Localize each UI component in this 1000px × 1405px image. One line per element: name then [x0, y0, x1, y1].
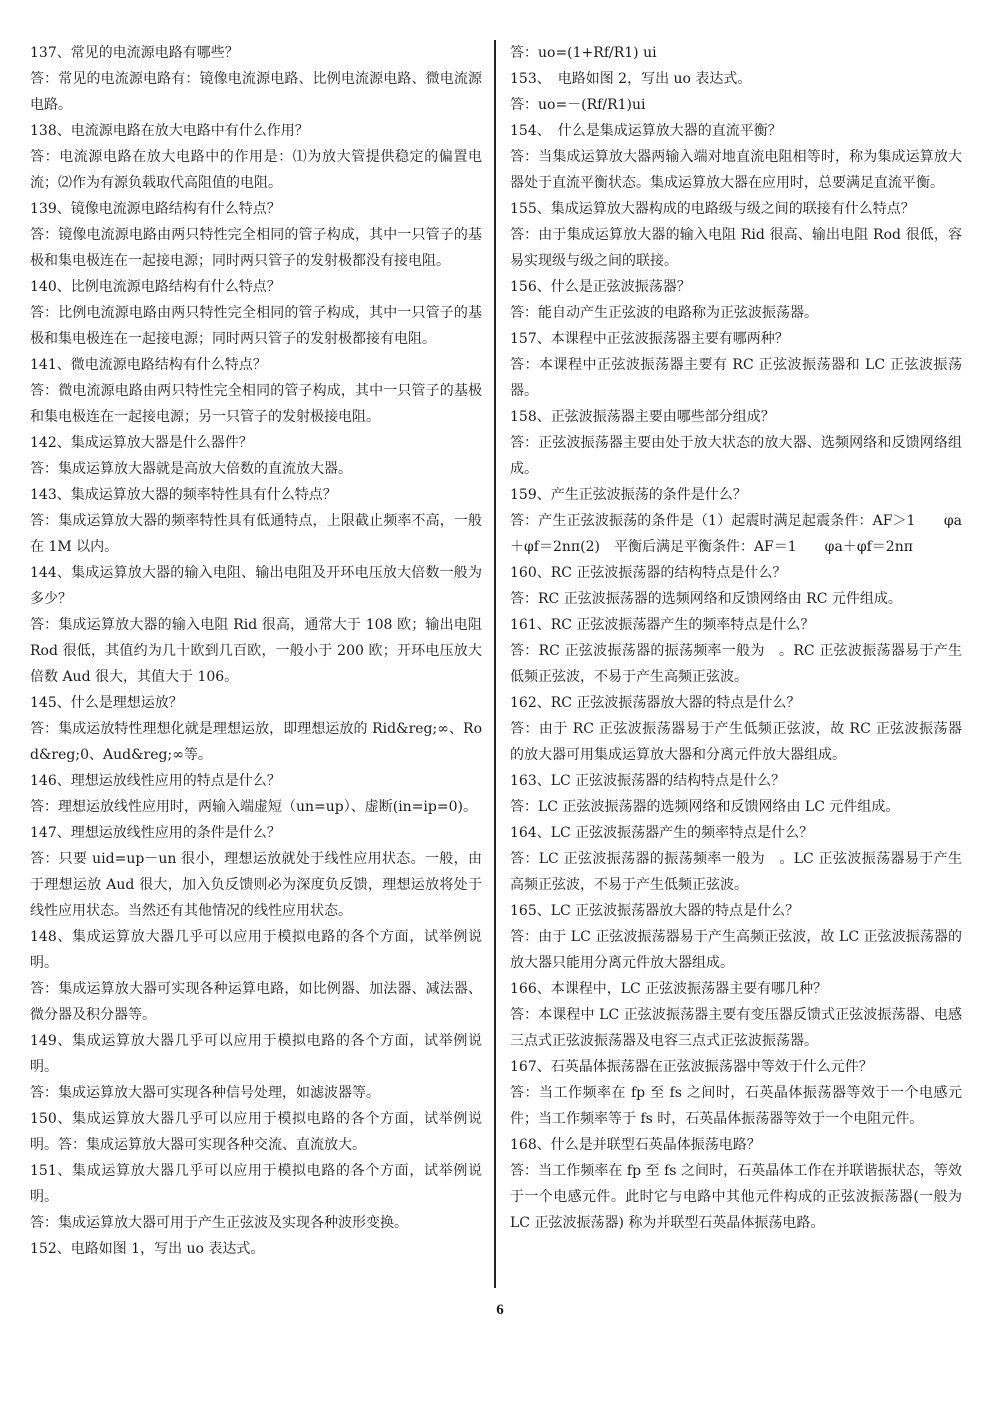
- text-line: 141、微电流源电路结构有什么特点？: [30, 357, 267, 373]
- text-line: 152、电路如图 1，写出 uo 表达式。: [30, 1241, 265, 1257]
- text-line: 答：集成运算放大器可用于产生正弦波及实现各种波形变换。: [30, 1215, 408, 1231]
- text-line: 149、集成运算放大器几乎可以应用于模拟电路的各个方面，试举例说明。: [30, 1033, 482, 1075]
- left-column: [30, 40, 482, 1262]
- column-divider: [494, 40, 496, 1288]
- text-line: 答：比例电流源电路由两只特性完全相同的管子构成，其中一只管子的基极和集电极连在一起接电源；同时两只管子的发射极都接有电阻。: [30, 305, 482, 347]
- text-line: 166、本课程中，LC 正弦波振荡器主要有哪几种？: [510, 981, 828, 997]
- text-line: 答：集成运算放大器的输入电阻 Rid 很高，通常大于 108 欧；输出电阻 Rod 很低，其值约为几十欧到几百欧，一般小于 200 欧；开环电压放大倍数 Aud 很大，其值大于 106。: [30, 617, 482, 685]
- text-line: 155、集成运算放大器构成的电路级与级之间的联接有什么特点？: [510, 201, 915, 217]
- right-column: [510, 40, 962, 1236]
- text-line: 145、什么是理想运放？: [30, 695, 183, 711]
- text-line: 139、镜像电流源电路结构有什么特点？: [30, 201, 281, 217]
- text-line: 146、理想运放线性应用的特点是什么？: [30, 773, 281, 789]
- text-line: 答：电流源电路在放大电路中的作用是：⑴为放大管提供稳定的偏置电流；⑵作为有源负载取代高阻值的电阻。: [30, 149, 482, 191]
- text-line: 154、 什么是集成运算放大器的直流平衡？: [510, 123, 782, 139]
- text-line: 157、本课程中正弦波振荡器主要有哪两种？: [510, 331, 789, 347]
- text-line: 答：集成运算放大器就是高放大倍数的直流放大器。: [30, 461, 352, 477]
- text-line: 答：理想运放线性应用时，两输入端虚短（un=up）、虚断(in=ip=0)。: [30, 799, 477, 815]
- text-line: 答：常见的电流源电路有：镜像电流源电路、比例电流源电路、微电流源电路。: [30, 71, 482, 113]
- text-line: 158、正弦波振荡器主要由哪些部分组成？: [510, 409, 775, 425]
- text-line: 答：集成运算放大器的频率特性具有低通特点，上限截止频率不高，一般在 1M 以内。: [30, 513, 482, 555]
- text-line: 答：微电流源电路由两只特性完全相同的管子构成，其中一只管子的基极和集电极连在一起接电源；另一只管子的发射极接电阻。: [30, 383, 482, 425]
- text-line: 答：能自动产生正弦波的电路称为正弦波振荡器。: [510, 305, 818, 321]
- text-line: 答：本课程中 LC 正弦波振荡器主要有变压器反馈式正弦波振荡器、电感三点式正弦波振荡器及电容三点式正弦波振荡器。: [510, 1007, 962, 1049]
- text-line: 答：正弦波振荡器主要由处于放大状态的放大器、选频网络和反馈网络组成。: [510, 435, 962, 477]
- text-line: 159、产生正弦波振荡的条件是什么？: [510, 487, 747, 503]
- text-line: 156、什么是正弦波振荡器？: [510, 279, 691, 295]
- text-line: 答：集成运算放大器可实现各种信号处理，如滤波器等。: [30, 1085, 380, 1101]
- text-line: 150、集成运算放大器几乎可以应用于模拟电路的各个方面，试举例说明。答：集成运算放大器可实现各种交流、直流放大。: [30, 1111, 482, 1153]
- text-line: 答：集成运放特性理想化就是理想运放，即理想运放的 Rid&reg;∞、Rod&reg;0、Aud&reg;∞等。: [30, 721, 482, 763]
- text-line: 答：由于 LC 正弦波振荡器易于产生高频正弦波，故 LC 正弦波振荡器的放大器只能用分离元件放大器组成。: [510, 929, 962, 971]
- text-line: 138、电流源电路在放大电路中有什么作用？: [30, 123, 309, 139]
- text-line: 答：RC 正弦波振荡器的选频网络和反馈网络由 RC 元件组成。: [510, 591, 902, 607]
- text-line: 160、RC 正弦波振荡器的结构特点是什么？: [510, 565, 787, 581]
- text-line: 142、集成运算放大器是什么器件？: [30, 435, 253, 451]
- text-line: 164、LC 正弦波振荡器产生的频率特点是什么？: [510, 825, 814, 841]
- text-line: 答：本课程中正弦波振荡器主要有 RC 正弦波振荡器和 LC 正弦波振荡器。: [510, 357, 962, 399]
- text-line: 答：由于 RC 正弦波振荡器易于产生低频正弦波，故 RC 正弦波振荡器的放大器可用集成运算放大器和分离元件放大器组成。: [510, 721, 962, 763]
- text-line: 163、LC 正弦波振荡器的结构特点是什么？: [510, 773, 786, 789]
- text-line: 140、比例电流源电路结构有什么特点？: [30, 279, 281, 295]
- text-line: 答：由于集成运算放大器的输入电阻 Rid 很高、输出电阻 Rod 很低，容易实现级与级之间的联接。: [510, 227, 962, 269]
- text-line: 143、集成运算放大器的频率特性具有什么特点？: [30, 487, 337, 503]
- text-line: 答：镜像电流源电路由两只特性完全相同的管子构成，其中一只管子的基极和集电极连在一起接电源；同时两只管子的发射极都没有接电阻。: [30, 227, 482, 269]
- text-line: 162、RC 正弦波振荡器放大器的特点是什么？: [510, 695, 801, 711]
- text-line: 168、什么是并联型石英晶体振荡电路？: [510, 1137, 761, 1153]
- text-line: 151、集成运算放大器几乎可以应用于模拟电路的各个方面，试举例说明。: [30, 1163, 482, 1205]
- text-line: 148、集成运算放大器几乎可以应用于模拟电路的各个方面，试举例说明。: [30, 929, 482, 971]
- text-line: 答：uo=－(Rf/R1)ui: [510, 97, 646, 113]
- text-line: 答：当集成运算放大器两输入端对地直流电阻相等时，称为集成运算放大器处于直流平衡状态。集成运算放大器在应用时，总要满足直流平衡。: [510, 149, 962, 191]
- text-line: 答：集成运算放大器可实现各种运算电路，如比例器、加法器、减法器、微分器及积分器等。: [30, 981, 482, 1023]
- text-line: 144、集成运算放大器的输入电阻、输出电阻及开环电压放大倍数一般为多少？: [30, 565, 482, 607]
- text-line: 答：只要 uid=up－un 很小，理想运放就处于线性应用状态。一般，由于理想运放 Aud 很大，加入负反馈则必为深度负反馈，理想运放将处于线性应用状态。当然还有其他情况的线性应用状态。: [30, 851, 482, 919]
- text-line: 161、RC 正弦波振荡器产生的频率特点是什么？: [510, 617, 815, 633]
- text-line: 153、 电路如图 2，写出 uo 表达式。: [510, 71, 752, 87]
- page-number: 6: [496, 1302, 504, 1318]
- text-line: 答：产生正弦波振荡的条件是（1）起震时满足起震条件：AF＞1 φa＋φf＝2nπ(2) 平衡后满足平衡条件：AF＝1 φa＋φf＝2nπ: [510, 513, 962, 555]
- text-line: 答：LC 正弦波振荡器的选频网络和反馈网络由 LC 元件组成。: [510, 799, 900, 815]
- text-line: 147、理想运放线性应用的条件是什么？: [30, 825, 281, 841]
- text-line: 答：当工作频率在 fp 至 fs 之间时，石英晶体工作在并联谐振状态，等效于一个电感元件。此时它与电路中其他元件构成的正弦波振荡器(一般为 LC 正弦波振荡器) 称为并联型石英晶体振荡电路。: [510, 1163, 962, 1231]
- text-line: 答：LC 正弦波振荡器的振荡频率一般为 。LC 正弦波振荡器易于产生高频正弦波，不易于产生低频正弦波。: [510, 851, 962, 893]
- text-line: 答：uo=(1+Rf/R1) ui: [510, 45, 657, 61]
- text-line: 答：当工作频率在 fp 至 fs 之间时，石英晶体振荡器等效于一个电感元件；当工作频率等于 fs 时，石英晶体振荡器等效于一个电阻元件。: [510, 1085, 962, 1127]
- text-line: 137、常见的电流源电路有哪些？: [30, 45, 239, 61]
- text-line: 167、石英晶体振荡器在正弦波振荡器中等效于什么元件？: [510, 1059, 873, 1075]
- text-line: 答：RC 正弦波振荡器的振荡频率一般为 。RC 正弦波振荡器易于产生低频正弦波，不易于产生高频正弦波。: [510, 643, 962, 685]
- text-line: 165、LC 正弦波振荡器放大器的特点是什么？: [510, 903, 800, 919]
